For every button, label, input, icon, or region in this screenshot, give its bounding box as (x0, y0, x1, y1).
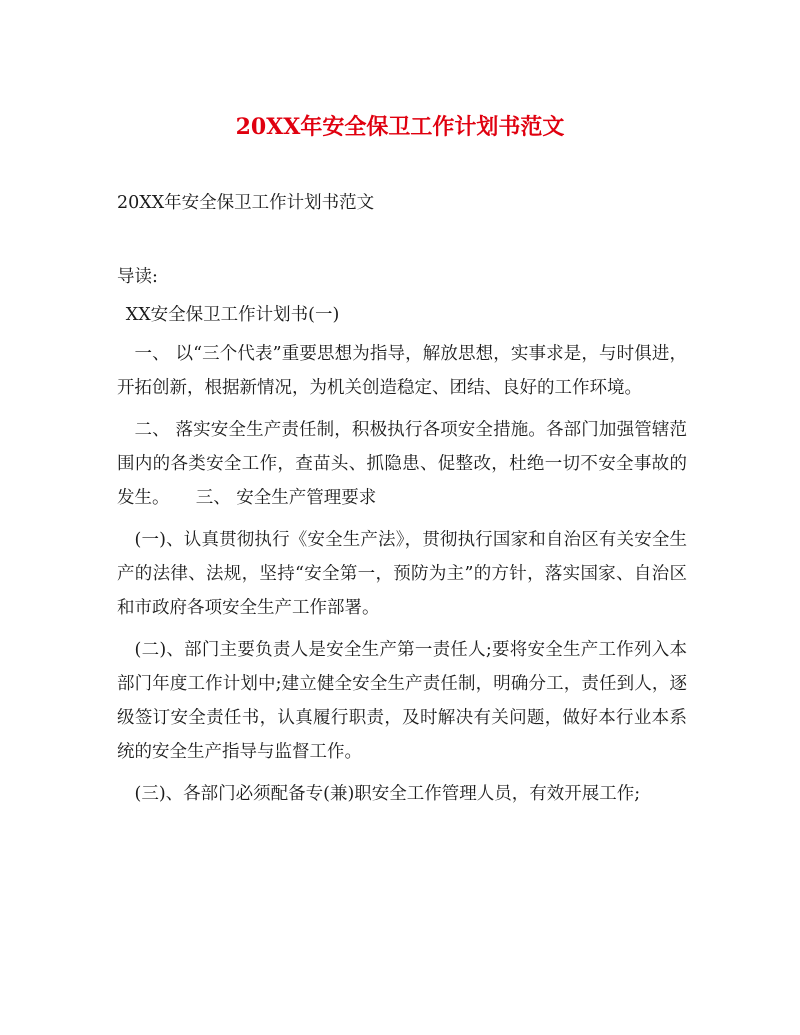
paragraph-3: (一)、认真贯彻执行《安全生产法》，贯彻执行国家和自治区有关安全生产的法律、法规，坚持“安全第一，预防为主”的方针，落实国家、自治区和市政府各项安全生产工作部署。 (117, 530, 687, 618)
paragraph-2: 二、 落实安全生产责任制，积极执行各项安全措施。各部门加强管辖范围内的各类安全工作，查苗头、抓隐患、促整改，杜绝一切不安全事故的发生。 三、 安全生产管理要求 (117, 420, 687, 508)
document-title: 20XX年安全保卫工作计划书范文 (235, 114, 565, 140)
lead-label: 导读: (117, 267, 158, 287)
document-body (117, 186, 687, 811)
document-subtitle: 20XX年安全保卫工作计划书范文 (117, 193, 375, 213)
section-heading: XX安全保卫工作计划书(一) (125, 305, 340, 325)
paragraph-4: (二)、部门主要负责人是安全生产第一责任人;要将安全生产工作列入本部门年度工作计划中;建立健全安全生产责任制，明确分工，责任到人，逐级签订安全责任书，认真履行职责，及时解决有关问题，做好本行业本系统的安全生产指导与监督工作。 (117, 640, 687, 762)
paragraph-1: 一、 以“三个代表”重要思想为指导，解放思想，实事求是，与时俱进，开拓创新，根据新情况，为机关创造稳定、团结、良好的工作环境。 (117, 344, 687, 398)
paragraph-5: (三)、各部门必须配备专(兼)职安全工作管理人员，有效开展工作; (134, 784, 641, 804)
